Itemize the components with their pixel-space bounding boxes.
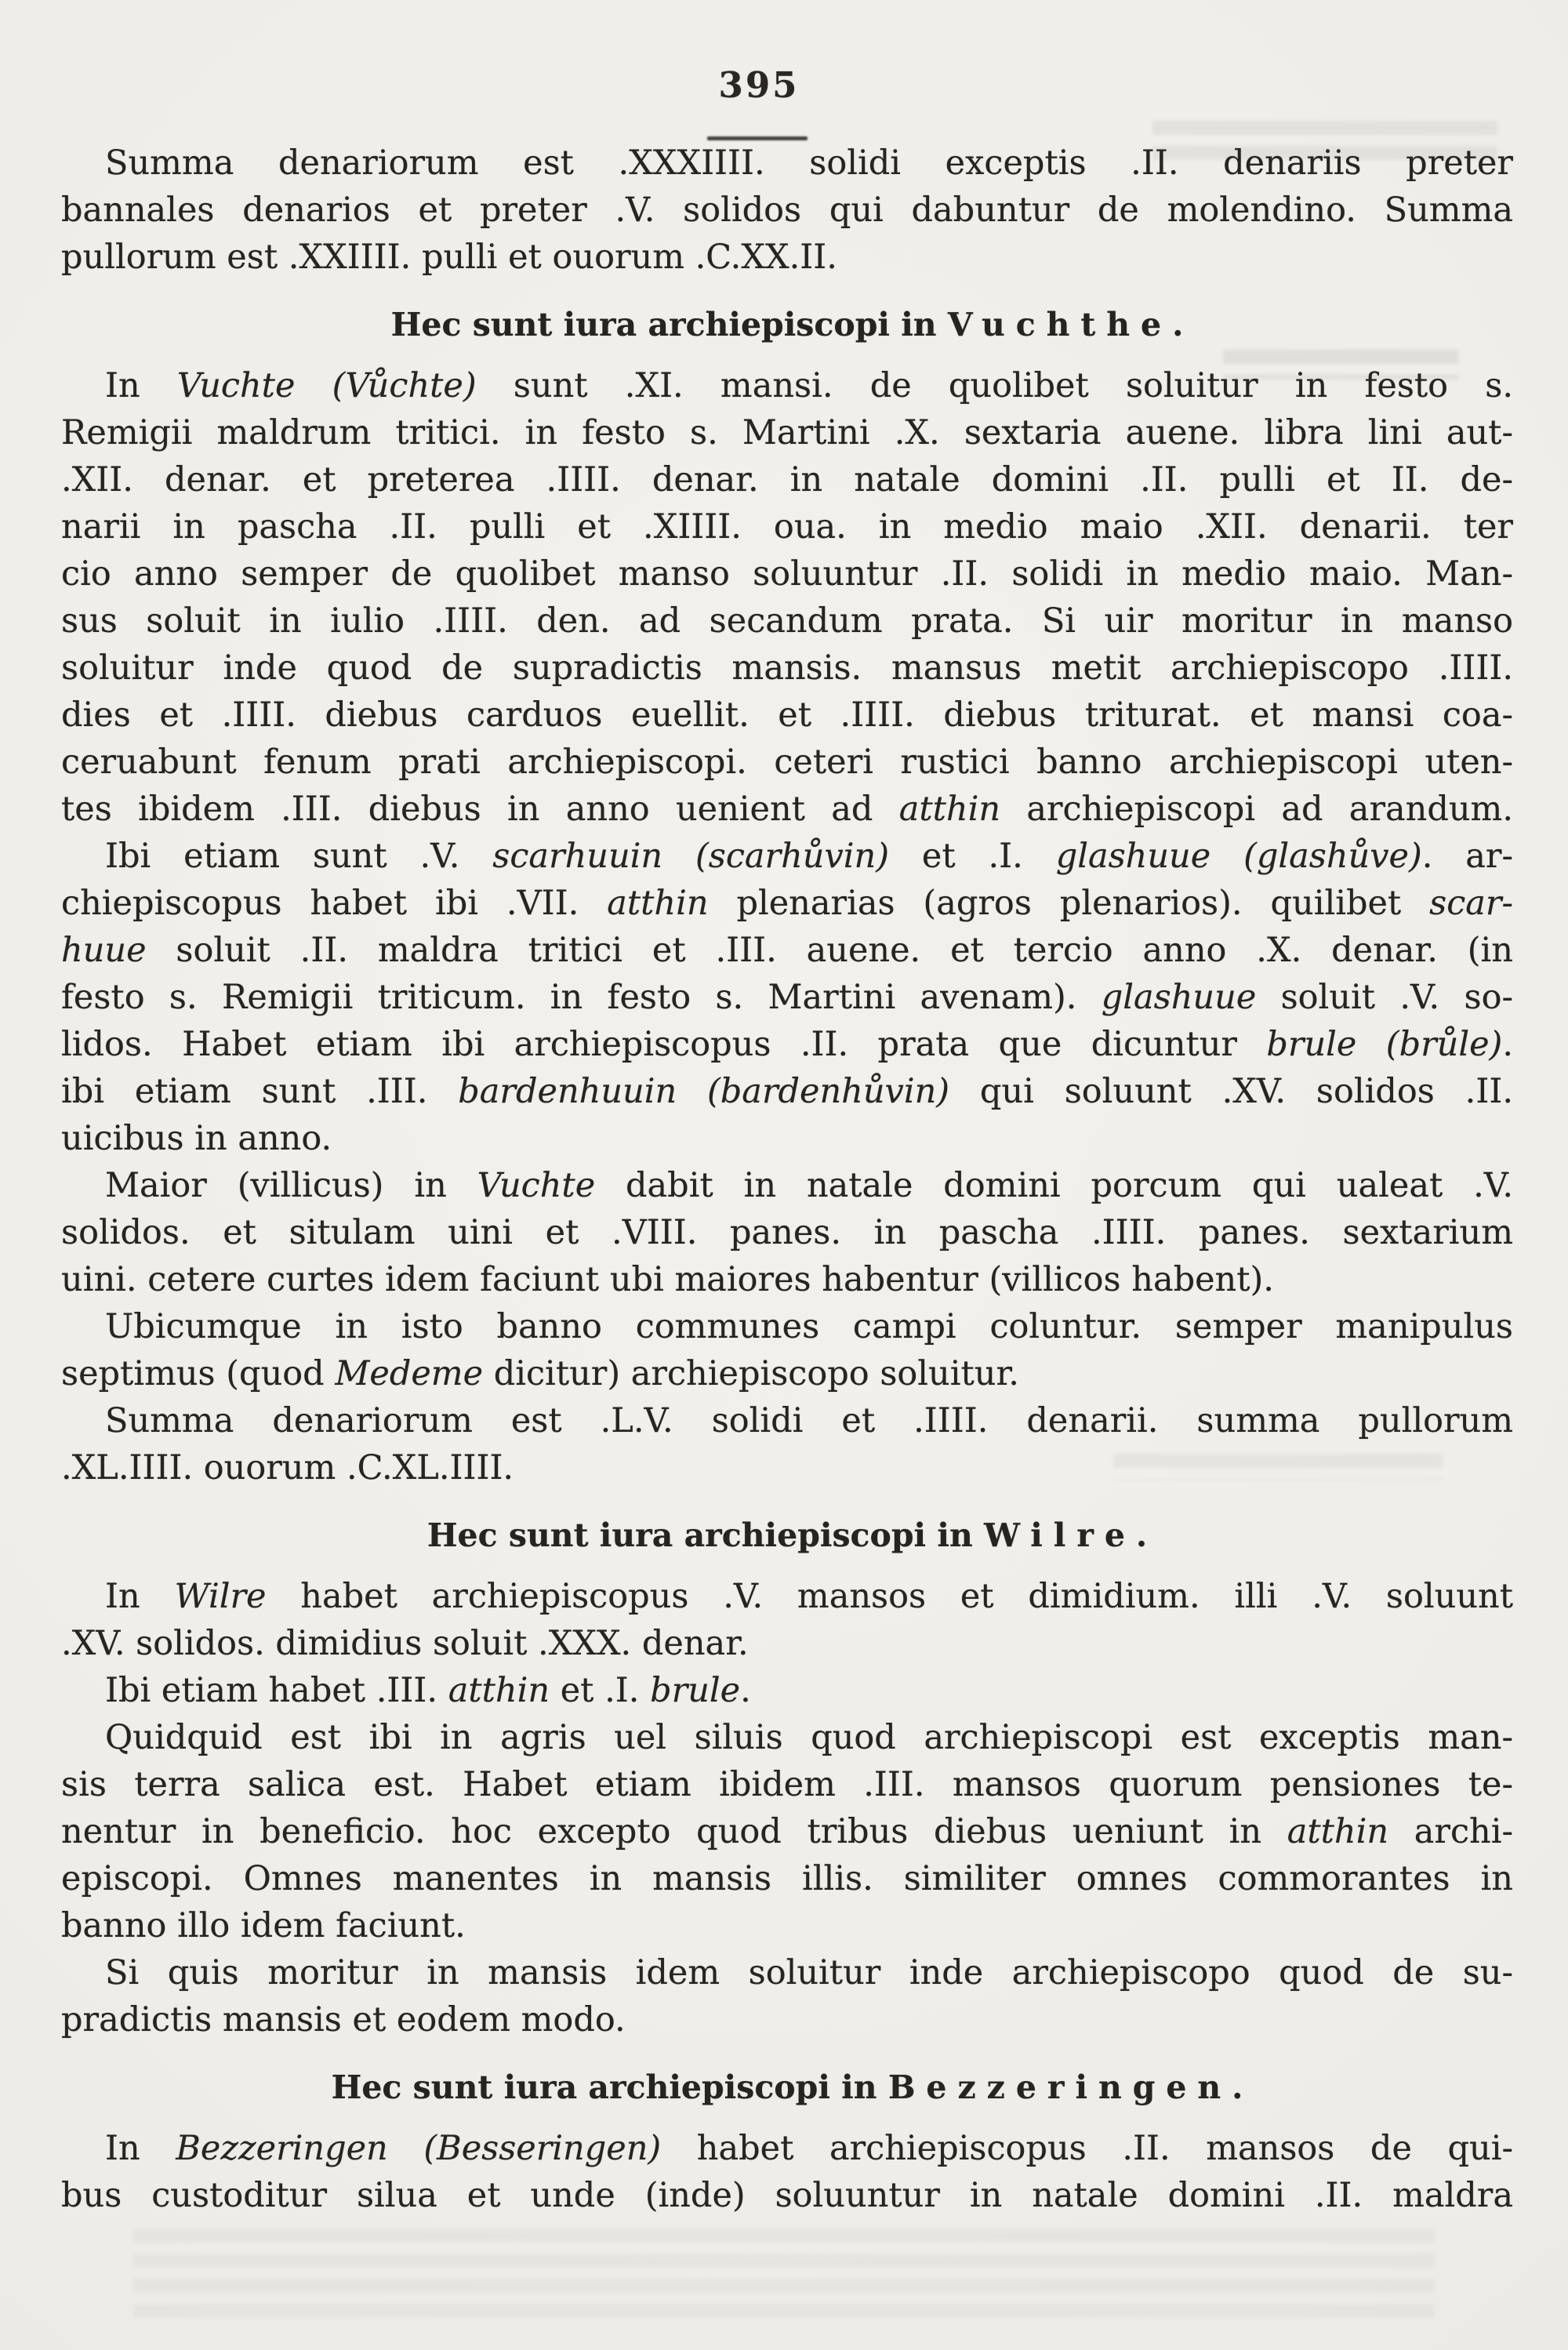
text-run: soluit .V. so- [1256,978,1513,1017]
text-line [61,1350,1513,1397]
section-heading [61,2064,1513,2111]
italic-term: atthin [898,790,1001,829]
text-line [61,362,1513,409]
text-run: . [1232,2069,1243,2106]
text-run: In [105,366,177,405]
text-run: Si quis moritur in mansis idem soluitur inde archiepiscopo quod de su- [105,1953,1513,1992]
page-number: 395 [718,64,800,106]
italic-term: Bezzeringen (Besseringen) [176,2129,662,2168]
text-line [61,2125,1513,2172]
text-line [61,1209,1513,1256]
text-run: Hec sunt iura archiepiscopi in [390,306,948,343]
text-line [61,1021,1513,1068]
text-run: bannales denarios et preter .V. solidos qui dabuntur de molendino. Summa [61,191,1513,230]
text-run: Ibi etiam habet .III. [105,1671,448,1710]
text-run: .XII. denar. et preterea .IIII. denar. in natale domini .II. pulli et II. de- [61,460,1513,499]
text-run: pullorum est .XXIIII. pulli et ouorum .C.XX.II. [61,238,837,277]
text-run: . [740,1671,751,1710]
text-run: habet archiepiscopus .V. mansos et dimidium. illi .V. soluunt [266,1577,1513,1616]
text-run: . [1135,1516,1148,1554]
text-line [61,786,1513,833]
text-run: Ibi etiam sunt .V. [105,837,493,876]
italic-term: brule (brůle) [1266,1025,1503,1064]
text-run: ceruabunt fenum prati archiepiscopi. ceteri rustici banno archiepiscopi uten- [61,743,1513,782]
text-run: soluit .II. maldra tritici et .III. auene. et tercio anno .X. denar. (in [146,931,1513,970]
text-run: sunt .XI. mansi. de quolibet soluitur in festo s. [476,366,1514,405]
text-line [61,1996,1513,2043]
text-line [61,1256,1513,1303]
text-line [61,2172,1513,2219]
text-line [61,550,1513,597]
spaced-place-name: Wilre [984,1516,1136,1554]
text-run: habet archiepiscopus .II. mansos de qui- [661,2129,1513,2168]
text-line [61,1949,1513,1996]
text-run: solidos. et situlam uini et .VIII. panes. in pascha .IIII. panes. sextarium [61,1213,1513,1252]
text-run: In [105,1577,175,1616]
italic-term: atthin [448,1671,550,1710]
text-line [61,1902,1513,1949]
text-run: banno illo idem faciunt. [61,1906,466,1945]
text-run: dabit in natale domini porcum qui ualeat .V. [595,1166,1513,1205]
text-run: Hec sunt iura archiepiscopi in [331,2069,888,2106]
text-run: ibi etiam sunt .III. [61,1072,459,1111]
paragraph [61,1714,1513,1949]
text-run: . [1172,306,1184,343]
text-run: bus custoditur silua et unde (inde) soluuntur in natale domini .II. maldra [61,2176,1513,2215]
italic-term: glashuue [1101,978,1257,1017]
italic-term: atthin [607,884,709,923]
text-line [61,1397,1513,1444]
text-line [61,927,1513,974]
text-run: episcopi. Omnes manentes in mansis illis. similiter omnes commorantes in [61,1859,1513,1898]
text-run: narii in pascha .II. pulli et .XIIII. oua. in medio maio .XII. denarii. ter [61,507,1513,547]
text-line [61,974,1513,1021]
text-run: . ar- [1421,837,1513,876]
text-line [61,1620,1513,1667]
text-run: uini. cetere curtes idem faciunt ubi maiores habentur (villicos habent). [61,1260,1274,1299]
text-run: festo s. Remigii triticum. in festo s. Martini avenam). [61,978,1102,1017]
italic-term: Wilre [174,1577,267,1616]
paragraph [61,2125,1513,2219]
paragraph [61,1667,1513,1714]
text-line [61,140,1513,187]
text-run: Hec sunt iura archiepiscopi in [426,1516,985,1554]
text-line [61,1667,1513,1714]
text-line [61,833,1513,880]
italic-term: Vuchte (Vůchte) [176,366,477,405]
italic-term: huue [61,931,147,970]
text-run: septimus (quod [61,1354,336,1393]
text-run: .XV. solidos. dimidius soluit .XXX. denar. [61,1624,749,1663]
text-run: et .I. [550,1671,651,1710]
text-run: . [1502,1025,1513,1064]
italic-term: atthin [1287,1812,1389,1851]
text-run: archi- [1388,1812,1513,1851]
paragraph [61,1162,1513,1303]
text-run: .XL.IIII. ouorum .C.XL.IIII. [61,1448,514,1487]
text-run: nentur in beneficio. hoc excepto quod tribus diebus ueniunt in [61,1812,1287,1851]
text-line [61,1115,1513,1162]
paragraph [61,1397,1513,1491]
italic-term: scarhuuin (scarhůvin) [492,837,890,876]
text-run: plenarias (agros plenarios). quilibet [708,884,1430,923]
paragraph [61,833,1513,1162]
text-line [61,1303,1513,1350]
text-line [61,1714,1513,1761]
spaced-place-name: Vuchthe [947,306,1173,343]
italic-term: brule [650,1671,741,1710]
text-line [61,503,1513,550]
text-run: tes ibidem .III. diebus in anno uenient ad [61,790,899,829]
text-run: lidos. Habet etiam ibi archiepiscopus .II. prata que dicuntur [61,1025,1267,1064]
bleedthrough-artifact [133,2224,1435,2326]
section-heading [61,1512,1513,1559]
text-run: Remigii maldrum tritici. in festo s. Martini .X. sextaria auene. libra lini aut- [61,413,1513,452]
paragraph [61,1949,1513,2043]
text-run: uicibus in anno. [61,1119,332,1158]
text-run: dies et .IIII. diebus carduos euellit. et .IIII. diebus triturat. et mansi coa- [61,696,1513,735]
text-line [61,1761,1513,1808]
page-text [61,140,1513,2219]
text-line [61,880,1513,927]
text-run: qui soluunt .XV. solidos .II. [949,1072,1513,1111]
text-line [61,409,1513,456]
text-run: cio anno semper de quolibet manso soluuntur .II. solidi in medio maio. Man- [61,554,1513,594]
text-run: chiepiscopus habet ibi .VII. [61,884,608,923]
text-run: Maior (villicus) in [105,1166,477,1205]
text-line [61,1068,1513,1115]
italic-term: scar- [1429,884,1513,923]
paragraph [61,1303,1513,1397]
text-line [61,456,1513,503]
text-run: soluitur inde quod de supradictis mansis. mansus metit archiepiscopo .IIII. [61,648,1513,688]
text-run: Quidquid est ibi in agris uel siluis quod archiepiscopi est exceptis man- [105,1718,1513,1757]
text-line [61,645,1513,692]
text-run: Ubicumque in isto banno communes campi coluntur. semper manipulus [105,1307,1513,1346]
italic-term: bardenhuuin (bardenhůvin) [458,1072,950,1111]
text-line [61,234,1513,281]
text-run: In [105,2129,176,2168]
text-line [61,1855,1513,1902]
section-heading [61,301,1513,348]
text-line [61,739,1513,786]
text-run: Summa denariorum est .XXXIIII. solidi exceptis .II. denariis preter [105,143,1513,183]
text-line [61,1444,1513,1491]
text-run: archiepiscopi ad arandum. [1000,790,1513,829]
italic-term: glashuue (glashůve) [1055,837,1422,876]
text-line [61,1808,1513,1855]
italic-term: Vuchte [477,1166,596,1205]
paragraph [61,140,1513,281]
text-run: dicitur) archiepiscopo soluitur. [483,1354,1019,1393]
text-line [61,1573,1513,1620]
paragraph [61,1573,1513,1667]
text-line [61,692,1513,739]
text-line [61,187,1513,234]
text-line [61,1162,1513,1209]
text-run: et .I. [889,837,1056,876]
text-run: sis terra salica est. Habet etiam ibidem .III. mansos quorum pensiones te- [61,1765,1513,1804]
paragraph [61,362,1513,833]
text-line [61,597,1513,645]
spaced-place-name: Bezzeringen [887,2069,1232,2106]
text-run: pradictis mansis et eodem modo. [61,2000,626,2039]
text-run: Summa denariorum est .L.V. solidi et .IIII. denarii. summa pullorum [105,1401,1513,1440]
italic-term: Medeme [335,1354,484,1393]
text-run: sus soluit in iulio .IIII. den. ad secandum prata. Si uir moritur in manso [61,601,1513,641]
